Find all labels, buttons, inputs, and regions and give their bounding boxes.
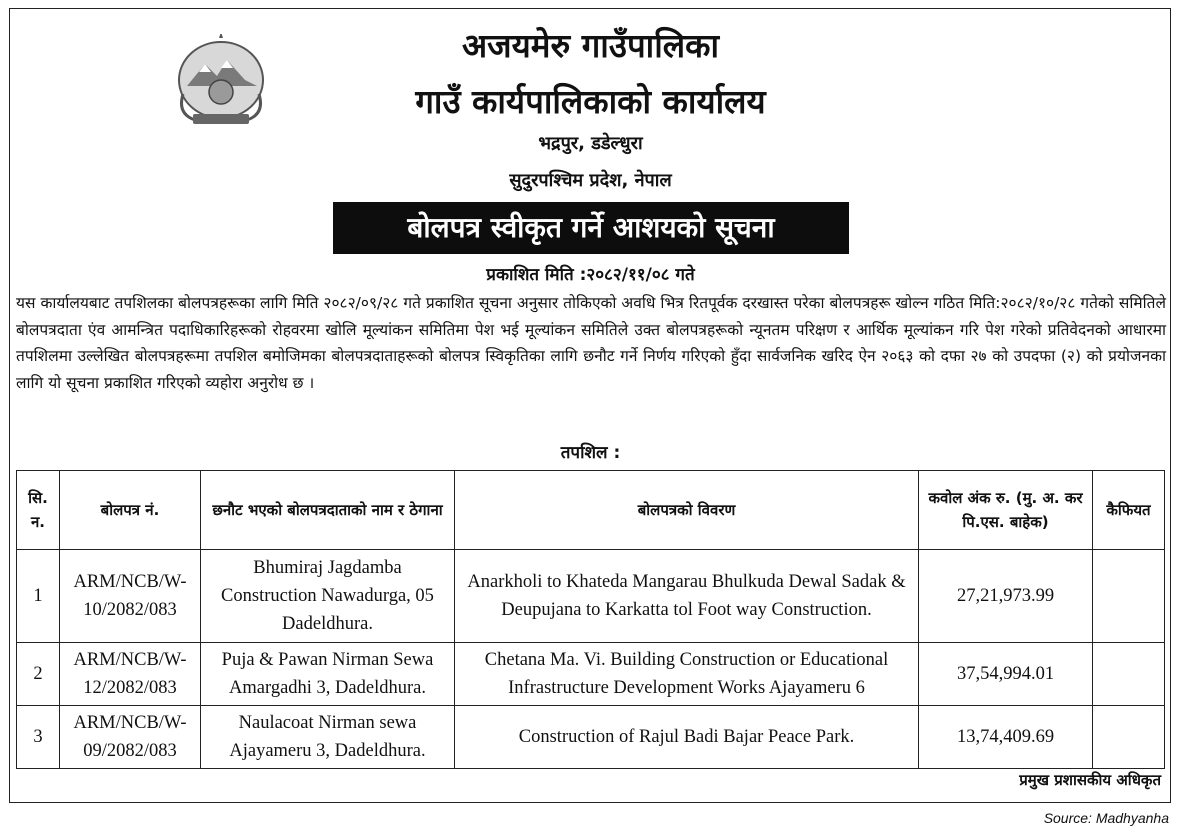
cell-description: Chetana Ma. Vi. Building Construction or Educational Infrastructure Development Works Ajayameru 6 <box>455 643 919 706</box>
cell-remarks <box>1093 643 1165 706</box>
header-remarks: कैफियत <box>1093 471 1165 550</box>
table-header-row <box>17 471 1165 550</box>
cell-remarks <box>1093 706 1165 769</box>
cell-bid-no: ARM/NCB/W-12/2082/083 <box>60 643 201 706</box>
header-bid-no: बोलपत्र नं. <box>60 471 201 550</box>
table-row <box>17 550 1165 643</box>
header-amount: कवोल अंक रु. (मु. अ. कर पि.एस. बाहेक) <box>919 471 1093 550</box>
header-description: बोलपत्रको विवरण <box>455 471 919 550</box>
notice-body-text: यस कार्यालयबाट तपशिलका बोलपत्रहरूका लागि मिति २०८२/०९/२८ गते प्रकाशित सूचना अनुसार तोकिएको अवधि भित्र रितपूर्वक दरखास्त परेका बोलपत्रहरू खोल्न गठित मिति:२०८२/१०/२८ गतेको समितिले बोलपत्रदाता एंव आमन्त्रित पदाधिकारिहरूको रोहवरमा खोलि मूल्यांकन समितिमा पेश भई मूल्यांकन समितिले उक्त बोलपत्रहरूको न्यूनतम परिक्षण र आर्थिक मूल्यांकन गरि पेश गरेको प्रतिवेदनको आधारमा तपशिलमा उल्लेखित बोलपत्रहरूमा तपशिल बमोजिमका बोलपत्रदाताहरूको बोलपत्र स्विकृतिका लागि छनौट गर्ने निर्णय गरिएको हुँदा सार्वजनिक खरिद ऐन २०६३ को दफा २७ को उपदफा (२) को प्रयोजनका लागि यो सूचना प्रकाशित गरिएको व्यहोरा अनुरोध छ । <box>16 294 1166 392</box>
cell-sn: 2 <box>17 643 60 706</box>
header-bidder: छनौट भएको बोलपत्रदाताको नाम र ठेगाना <box>201 471 455 550</box>
table-row <box>17 706 1165 769</box>
cell-sn: 1 <box>17 550 60 643</box>
cell-amount: 37,54,994.01 <box>919 643 1093 706</box>
cell-bid-no: ARM/NCB/W-10/2082/083 <box>60 550 201 643</box>
cell-description: Construction of Rajul Badi Bajar Peace Park. <box>455 706 919 769</box>
cell-description: Anarkholi to Khateda Mangarau Bhulkuda Dewal Sadak & Deupujana to Karkatta tol Foot way Construction. <box>455 550 919 643</box>
cell-bidder: Bhumiraj Jagdamba Construction Nawadurga, 05 Dadeldhura. <box>201 550 455 643</box>
source-credit: Source: Madhyanha <box>1043 810 1169 826</box>
cell-amount: 13,74,409.69 <box>919 706 1093 769</box>
cell-bid-no: ARM/NCB/W-09/2082/083 <box>60 706 201 769</box>
schedule-heading: तपशिल : <box>560 443 621 463</box>
notice-title-banner: बोलपत्र स्वीकृत गर्ने आशयको सूचना <box>333 202 849 254</box>
cell-bidder: Puja & Pawan Nirman Sewa Amargadhi 3, Dadeldhura. <box>201 643 455 706</box>
header-sn: सि. न. <box>17 471 60 550</box>
cell-bidder: Naulacoat Nirman sewa Ajayameru 3, Dadeldhura. <box>201 706 455 769</box>
cell-remarks <box>1093 550 1165 643</box>
selected-bidders-table <box>16 470 1165 769</box>
office-title: गाउँ कार्यपालिकाको कार्यालय <box>415 82 766 121</box>
cell-sn: 3 <box>17 706 60 769</box>
org-title: अजयमेरु गाउँपालिका <box>461 26 720 65</box>
address-line-1: भद्रपुर, डडेल्धुरा <box>538 133 643 154</box>
published-date: प्रकाशित मिति :२०८२/११/०८ गते <box>486 265 695 285</box>
cell-amount: 27,21,973.99 <box>919 550 1093 643</box>
signatory-title: प्रमुख प्रशासकीय अधिकृत <box>1019 771 1161 789</box>
table-row <box>17 643 1165 706</box>
address-line-2: सुदुरपश्चिम प्रदेश, नेपाल <box>509 170 672 191</box>
